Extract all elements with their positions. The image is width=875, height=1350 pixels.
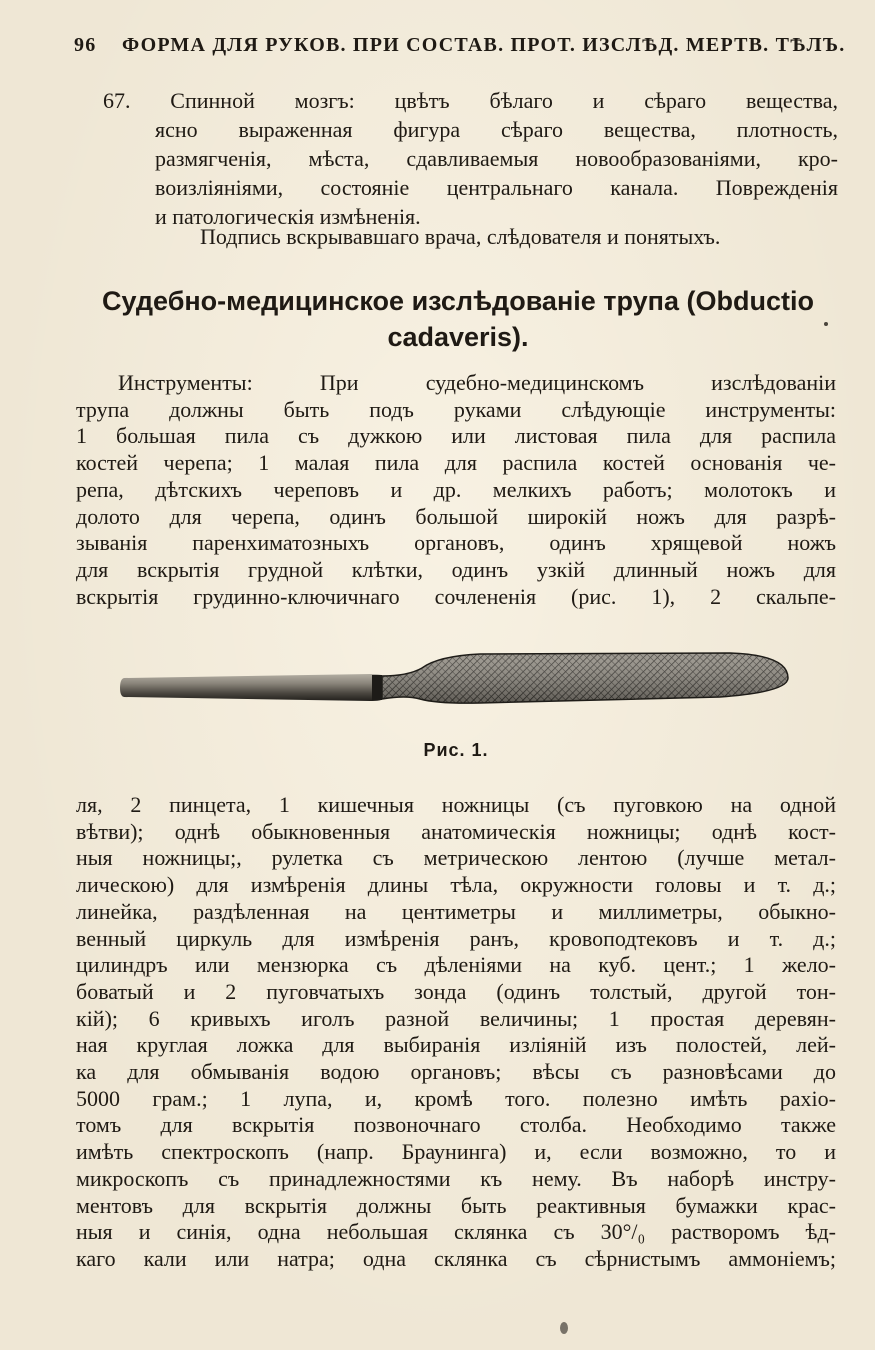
knife-illustration <box>120 650 790 725</box>
figure-caption: Рис. 1. <box>423 740 489 760</box>
text-line: ная круглая ложка для выбиранія изліяній изъ полостей, лей- <box>76 1032 836 1058</box>
text-line: трупа должны быть подъ руками слѣдующіе инструменты: <box>76 396 836 422</box>
ink-speck <box>560 1322 568 1334</box>
section-heading <box>80 283 836 355</box>
text-line: размягченія, мѣста, сдавливаемыя новообразованіями, кро- <box>155 146 838 171</box>
text-line: вѣтви); однѣ обыкновенныя анатомическія ножницы; однѣ кост- <box>76 818 836 844</box>
text-line: ныя и синія, одна небольшая склянка съ 30°/₀ растворомъ ѣд- <box>76 1219 836 1245</box>
text-line: 67. Спинной мозгъ: цвѣтъ бѣлаго и сѣраго вещества, <box>103 88 838 113</box>
text-line: ля, 2 пинцета, 1 кишечныя ножницы (съ пуговкою на одной <box>76 792 836 817</box>
paragraph-instruments <box>76 370 836 610</box>
item-67-spinal-cord <box>103 86 838 231</box>
text-line: ментовъ для вскрытія должны быть реактивныя бумажки крас- <box>76 1192 836 1218</box>
ink-dot <box>824 322 828 326</box>
knife-blade <box>382 653 788 703</box>
text-line: воизліяніями, состояніе центральнаго канала. Поврежденія <box>155 175 838 200</box>
text-line: имѣть спектроскопъ (напр. Браунинга) и, если возможно, то и <box>76 1139 836 1165</box>
text-line: венный циркуль для измѣренія ранъ, кровоподтековъ и т. д.; <box>76 925 836 951</box>
signature-line: Подпись вскрывавшаго врача, слѣдователя и понятыхъ. <box>200 224 721 249</box>
text-line: Инструменты: При судебно-медицинскомъ изслѣдованіи <box>118 370 836 395</box>
page-number: 96 <box>74 34 97 56</box>
running-head-title: ФОРМА ДЛЯ РУКОВ. ПРИ СОСТАВ. ПРОТ. ИЗСЛѢД. МЕРТВ. ТѢЛЪ. <box>122 34 846 56</box>
text-line: вскрытія грудинно-ключичнаго сочлененія (рис. 1), 2 скальпе- <box>76 583 836 609</box>
text-line: ныя ножницы;, рулетка съ метрическою лентою (лучше метал- <box>76 845 836 871</box>
section-heading-line-2: cadaveris). <box>387 322 529 352</box>
text-line: 1 большая пила съ дужкою или листовая пила для распила <box>76 423 836 449</box>
text-line: цилиндръ или мензюрка съ дѣленіями на куб. цент.; 1 жело- <box>76 952 836 978</box>
running-head <box>74 34 846 60</box>
text-line: костей черепа; 1 малая пила для распила костей основанія че- <box>76 450 836 476</box>
text-line: томъ для вскрытія позвоночнаго столба. Необходимо также <box>76 1112 836 1138</box>
section-heading-line-1: Судебно-медицинское изслѣдованіе трупа (Obductio <box>102 286 814 316</box>
text-line: кій); 6 кривыхъ иголъ разной величины; 1 простая деревян- <box>76 1005 836 1031</box>
text-line: боватый и 2 пуговчатыхъ зонда (одинъ толстый, другой тон- <box>76 978 836 1004</box>
knife-handle <box>120 674 382 701</box>
text-line: микроскопъ съ принадлежностями къ нему. Въ наборѣ инстру- <box>76 1165 836 1191</box>
text-line: лическою) для измѣренія длины тѣла, окружности головы и т. д.; <box>76 872 836 898</box>
text-line: ясно выраженная фигура сѣраго вещества, плотность, <box>155 117 838 142</box>
text-line: 5000 грам.; 1 лупа, и, кромѣ того. полезно имѣть рахіо- <box>76 1085 836 1111</box>
text-line: и патологическія измѣненія. <box>155 204 421 229</box>
text-line: репа, дѣтскихъ череповъ и др. мелкихъ работъ; молотокъ и <box>76 476 836 502</box>
text-line: зыванія паренхиматозныхъ органовъ, одинъ хрящевой ножъ <box>76 530 836 556</box>
paragraph-instruments-continued <box>76 792 836 1273</box>
text-line: для вскрытія грудной клѣтки, одинъ узкій длинный ножъ для <box>76 556 836 582</box>
text-line: линейка, раздѣленная на центиметры и миллиметры, обыкно- <box>76 898 836 924</box>
text-line: ка для обмыванія водою органовъ; вѣсы съ разновѣсами до <box>76 1059 836 1085</box>
text-line: долото для черепа, одинъ большой широкій ножъ для разрѣ- <box>76 503 836 529</box>
text-line: каго кали или натра; одна склянка съ сѣрнистымъ аммоніемъ; <box>76 1245 836 1271</box>
